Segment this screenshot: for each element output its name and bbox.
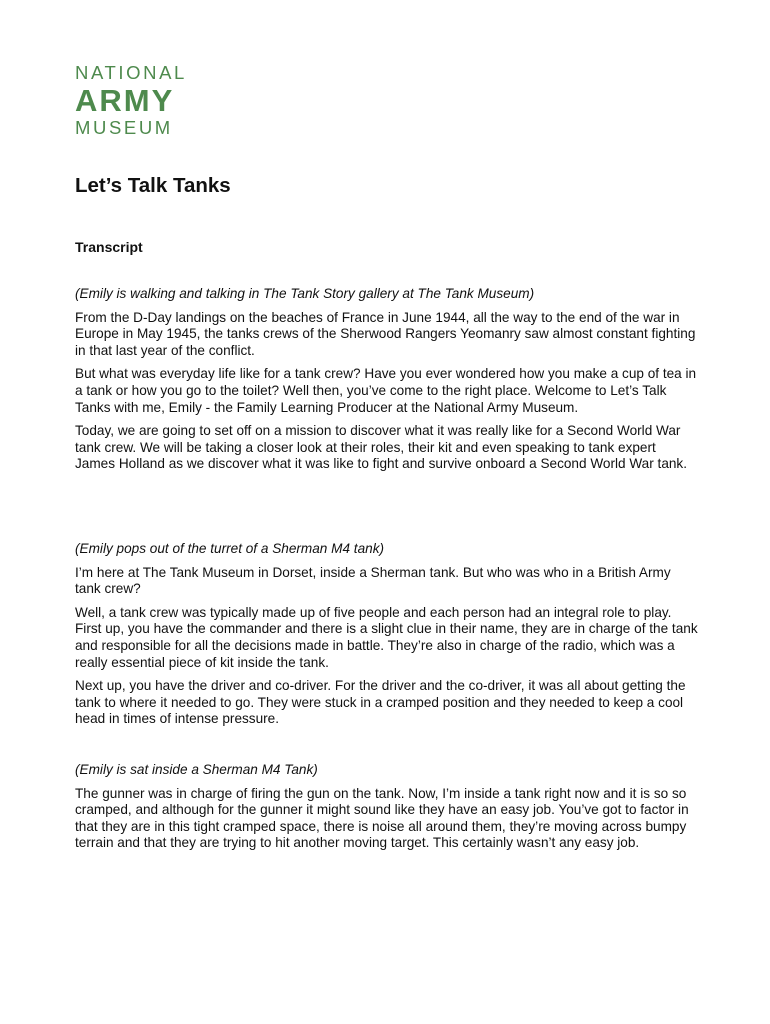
stage-direction: (Emily pops out of the turret of a Sherman M4 tank): [75, 541, 385, 556]
stage-direction: (Emily is sat inside a Sherman M4 Tank): [75, 762, 318, 777]
paragraph: The gunner was in charge of firing the gun on the tank. Now, I’m inside a tank right now and it is so so cramped, and although for the gunner it might sound like they have an easy job. You’ve got to factor in that they are in this tight cramped space, there is noise all around them, they’re moving across bumpy terrain and that they are trying to hit another moving target. This certainly wasn’t any easy job.: [75, 785, 689, 851]
logo-line-army: ARMY: [75, 82, 175, 118]
paragraph: I’m here at The Tank Museum in Dorset, inside a Sherman tank. But who was who in a British Army tank crew?: [75, 564, 671, 597]
transcript-section-3: [75, 762, 699, 859]
paragraph: Next up, you have the driver and co-driver. For the driver and the co-driver, it was all about getting the tank to where it needed to go. They were stuck in a cramped position and they needed to keep a cool head in times of intense pressure.: [75, 678, 686, 727]
stage-direction: (Emily is walking and talking in The Tank Story gallery at The Tank Museum): [75, 286, 535, 301]
document-title: Let’s Talk Tanks: [75, 174, 231, 197]
paragraph: But what was everyday life like for a tank crew? Have you ever wondered how you make a cup of tea in a tank or how you go to the toilet? Well then, you’ve come to the right place. Welcome to Let’s Talk Tanks with me, Emily - the Family Learning Producer at the National Army Museum.: [75, 366, 697, 415]
paragraph: Today, we are going to set off on a mission to discover what it was really like for a Second World War tank crew. We will be taking a closer look at their roles, their kit and even speaking to tank expert James Holland as we discover what it was like to fight and survive onboard a Second World War tank.: [75, 423, 688, 472]
national-army-museum-logo: [75, 64, 215, 137]
transcript-section-2: [75, 541, 699, 735]
transcript-heading: Transcript: [75, 239, 143, 255]
transcript-section-1: [75, 286, 699, 480]
paragraph: From the D-Day landings on the beaches of France in June 1944, all the way to the end of the war in Europe in May 1945, the tanks crews of the Sherwood Rangers Yeomanry saw almost constant fighting in that last year of the conflict.: [75, 309, 696, 358]
logo-line-museum: MUSEUM: [75, 116, 173, 138]
paragraph: Well, a tank crew was typically made up of five people and each person had an integral role to play. First up, you have the commander and there is a slight clue in their name, they are in charge of the tank and responsible for all the decisions made in battle. They’re also in charge of the radio, which was a really essential piece of kit inside the tank.: [75, 604, 698, 670]
logo-line-national: NATIONAL: [75, 62, 187, 83]
